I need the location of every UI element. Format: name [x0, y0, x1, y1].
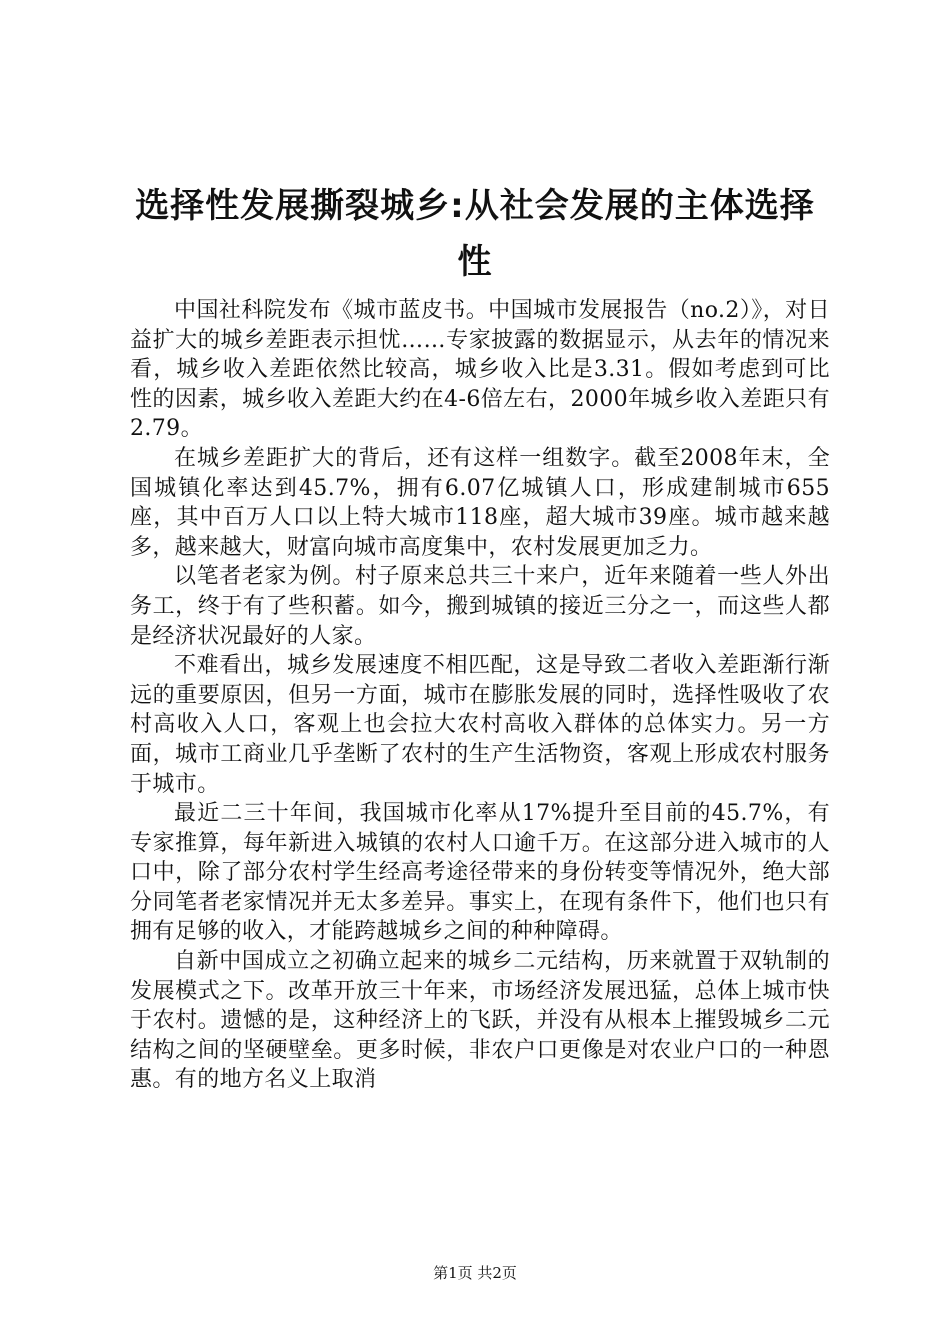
paragraph-5: 最近二三十年间，我国城市化率从17%提升至目前的45.7%，有专家推算，每年新进入城镇的农村人口逾千万。在这部分进入城市的人口中，除了部分农村学生经高考途径带来的身份转变等情况外，绝大部分同笔者老家情况并无太多差异。事实上，在现有条件下，他们也只有拥有足够的收入，才能跨越城乡之间的种种障碍。 [130, 801, 830, 945]
document-title: 选择性发展撕裂城乡:从社会发展的主体选择性 [135, 186, 815, 282]
paragraph-6: 自新中国成立之初确立起来的城乡二元结构，历来就置于双轨制的发展模式之下。改革开放三十年来，市场经济发展迅猛，总体上城市快于农村。遗憾的是，这种经济上的飞跃，并没有从根本上摧毁城乡二元结构之间的坚硬壁垒。更多时候，非农户口更像是对农业户口的一种恩惠。有的地方名义上取消 [130, 949, 830, 1093]
page-number-footer: 第1页 共2页 [433, 1264, 517, 1282]
document-body [130, 296, 830, 1095]
paragraph-1: 中国社科院发布《城市蓝皮书。中国城市发展报告（no.2）》，对日益扩大的城乡差距表示担忧……专家披露的数据显示，从去年的情况来看，城乡收入差距依然比较高，城乡收入比是3.31。假如考虑到可比性的因素，城乡收入差距大约在4-6倍左右，2000年城乡收入差距只有2.79。 [130, 298, 830, 442]
paragraph-2: 在城乡差距扩大的背后，还有这样一组数字。截至2008年末，全国城镇化率达到45.7%，拥有6.07亿城镇人口，形成建制城市655座，其中百万人口以上特大城市118座，超大城市39座。城市越来越多，越来越大，财富向城市高度集中，农村发展更加乏力。 [130, 445, 830, 560]
paragraph-3: 以笔者老家为例。村子原来总共三十来户，近年来随着一些人外出务工，终于有了些积蓄。如今，搬到城镇的接近三分之一，而这些人都是经济状况最好的人家。 [130, 564, 830, 649]
paragraph-4: 不难看出，城乡发展速度不相匹配，这是导致二者收入差距渐行渐远的重要原因，但另一方面，城市在膨胀发展的同时，选择性吸收了农村高收入人口，客观上也会拉大农村高收入群体的总体实力。另一方面，城市工商业几乎垄断了农村的生产生活物资，客观上形成农村服务于城市。 [130, 653, 830, 797]
